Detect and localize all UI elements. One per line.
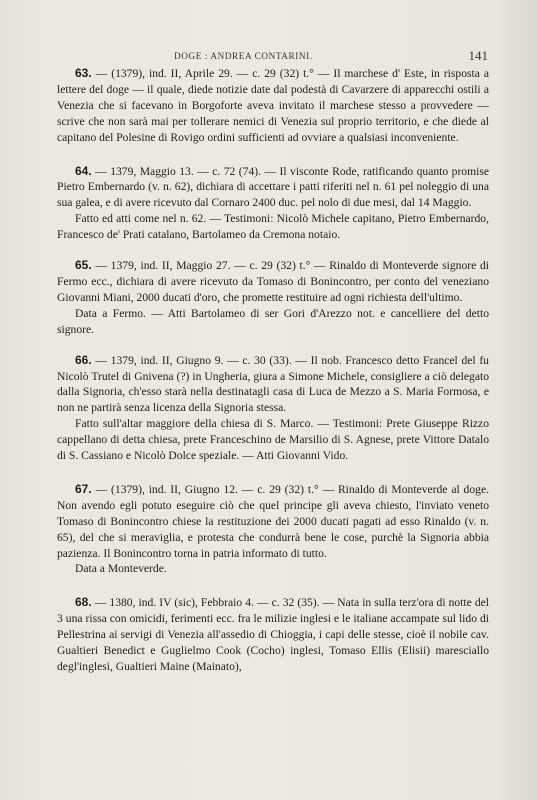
entry-note: Fatto ed atti come nel n. 62. — Testimoni: Nicolò Michele capitano, Pietro Embernardo, Francesco de' Prati catalano, Bartolameo da Cremona notaio. <box>57 212 489 242</box>
entry-text: — 1380, ind. IV (sic), Febbraio 4. — c. 32 (35). — Nata in sulla terz'ora di notte del 3 una rissa con omicidi, ferimenti ecc. fra le milizie inglesi e le italiane accampate sul lido di Pellestrina ai servigi di Venezia all'assedio di Chioggia, i capi delle stesse, cioè il nobile cav. Gualtieri Benedict e Guglielmo Cook (Cocho) inglesi, Tomaso Ellis (Elisii) maresciallo degl'inglesi, Gualtieri Maine (Mainato), <box>57 596 489 673</box>
page-number: 141 <box>468 48 488 63</box>
entry-paragraph <box>57 353 489 417</box>
entry-68 <box>57 595 489 675</box>
entry-63 <box>57 66 489 146</box>
entry-text: — 1379, Maggio 13. — c. 72 (74). — Il visconte Rode, ratificando quanto promise Pietro Embernardo (v. n. 62), dichiara di accettare i patti riferiti nel n. 61 pel noleggio di una sua galea, e di avere ricevuto dal Cornaro 2400 duc. pel nolo di due mesi, dal 14 Maggio. <box>57 164 489 210</box>
entry-66 <box>57 353 489 464</box>
entry-64 <box>57 164 489 244</box>
entry-text: — 1379, ind. II, Maggio 27. — c. 29 (32) t.° — Rinaldo di Monteverde signore di Fermo ecc., dichiara di avere ricevuto da Tomaso di Bonincontro, per conto del veneziano Giovanni Miani, 2000 ducati d'oro, che promette restituire ad ogni richiesta dell'ultimo. <box>57 259 489 304</box>
entry-number: 63. <box>75 66 92 80</box>
page-header <box>56 48 488 64</box>
entry-text: — 1379, ind. II, Giugno 9. — c. 30 (33). — Il nob. Francesco detto Francel del fu Nicolò Trutel di Gnivena (?) in Ungheria, giura a Simone Michele, consigliere a ciò delegato dalla Signoria, ch'esso starà nella destinatagli casa di Luca de Mezzo a S. Maria Formosa, e non ne partirà senza licenza della Signoria stessa. <box>57 353 489 415</box>
page-body <box>57 66 489 675</box>
entry-65 <box>57 258 489 338</box>
entry-paragraph <box>57 482 489 562</box>
entry-number: 64. <box>75 163 92 178</box>
entry-paragraph <box>57 164 489 212</box>
entry-number: 68. <box>75 595 92 610</box>
entry-text: — (1379), ind. II, Giugno 12. — c. 29 (32) t.° — Rinaldo di Monteverde al doge. Non avendo egli potuto eseguire ciò che quel principe gli aveva chiesto, l'inviato veneto Tomaso di Bonincontro chiese la restituzione dei 2000 ducati pagati ad esso Rinaldo (v. n. 65), del che si meraviglia, e protesta che condurrà bene le cose, purchè la Signoria abbia pazienza. Il Bonincontro torna in patria informato di tutto. <box>57 482 489 560</box>
entry-note: Fatto sull'altar maggiore della chiesa di S. Marco. — Testimoni: Prete Giuseppe Rizzo cappellano di detta chiesa, prete Franceschino de Marsilio di S. Agnese, prete Vittore Datalo di S. Cassiano e Nicolò Dolce speziale. — Atti Giovanni Vido. <box>57 417 489 463</box>
entry-text: — (1379), ind. II, Aprile 29. — c. 29 (32) t.° — Il marchese d' Este, in risposta a lettere del doge — il quale, diede notizie date dal podestà di Cavarzere di apparecchi ostili a Venezia che si facevano in Borgoforte aveva invitato il marchese stesso a provvedere — scrive che non sarà mai per tollerare nemici di Venezia sul proprio territorio, e che diede al capitano del Polesine di Rovigo ordini sufficienti ad ovviare a qualsiasi inconveniente. <box>57 67 489 144</box>
entry-note: Data a Fermo. — Atti Bartolameo di ser Gori d'Arezzo not. e cancelliere del detto signore. <box>57 306 489 336</box>
entry-paragraph <box>57 66 489 146</box>
entry-note: Data a Monteverde. <box>75 562 167 576</box>
entry-paragraph <box>57 595 489 675</box>
entry-number: 65. <box>75 258 92 273</box>
running-title: DOGE : ANDREA CONTARINI. <box>174 51 313 61</box>
entry-paragraph <box>57 258 489 306</box>
entry-number: 67. <box>75 481 92 496</box>
entry-number: 66. <box>75 352 92 367</box>
entry-67 <box>57 482 489 577</box>
